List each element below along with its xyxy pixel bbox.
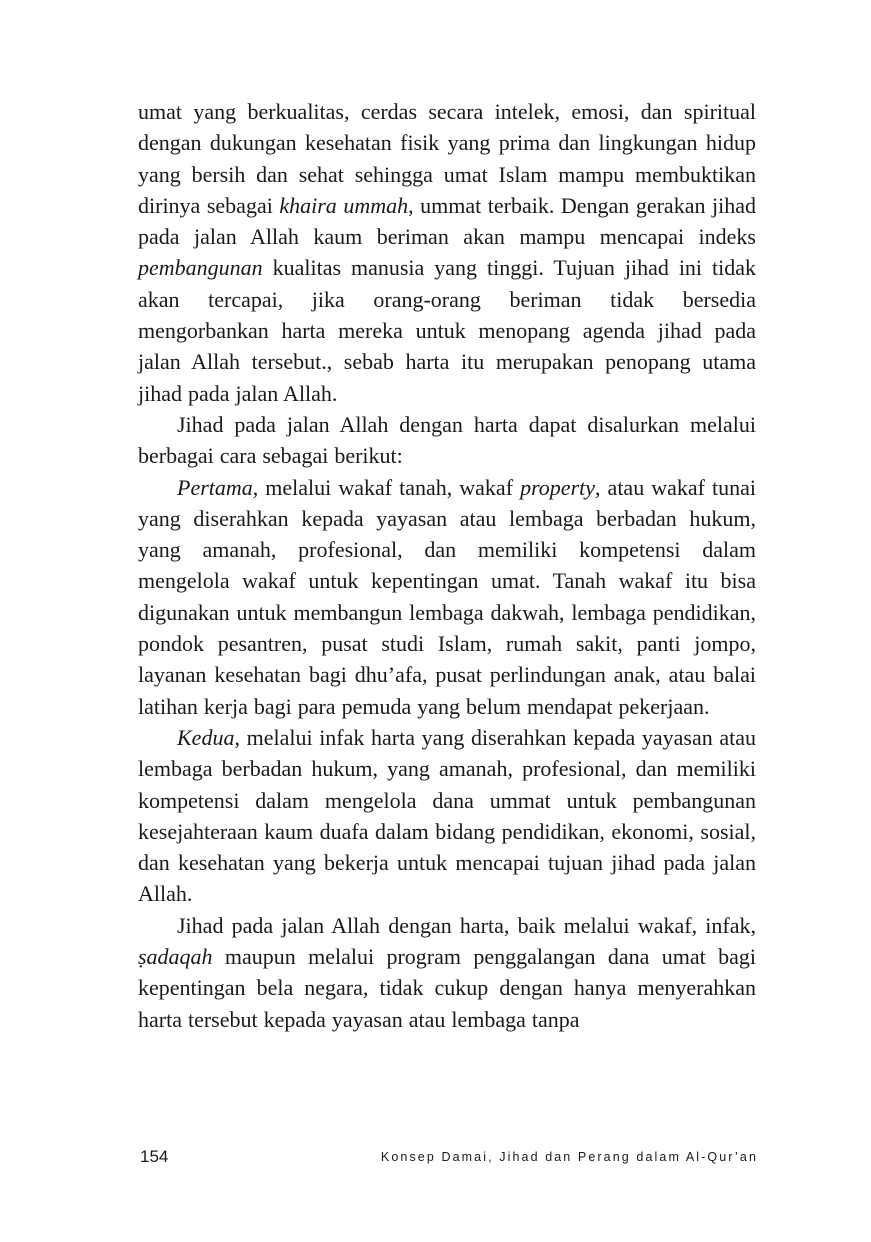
page-body: [138, 96, 756, 1035]
paragraph-text: , atau wakaf tunai yang diserahkan kepada yayasan atau lembaga berbadan hukum, yang amanah, profesional, dan memiliki kompetensi dalam mengelola wakaf untuk kepentingan umat. Tanah wakaf itu bisa digunakan untuk membangun lembaga dakwah, lembaga pendidikan, pondok pesantren, pusat studi Islam, rumah sakit, panti jompo, layanan kesehatan bagi dhu’afa, pusat perlindungan anak, atau balai latihan kerja bagi para pemuda yang belum mendapat pekerjaan.: [138, 474, 757, 719]
italic-term: property: [520, 474, 596, 500]
italic-term: khaira ummah: [279, 192, 409, 218]
paragraph-text: , melalui wakaf tanah, wakaf: [252, 474, 521, 500]
page-footer: [140, 1145, 758, 1169]
paragraph-pertama: [138, 472, 756, 722]
paragraph-text: Jihad pada jalan Allah dengan harta dapat disalurkan melalui berbagai cara sebagai berikut:: [138, 411, 756, 469]
running-title: Konsep Damai, Jihad dan Perang dalam Al-Qur’an: [380, 1150, 758, 1164]
paragraph-intro: [138, 409, 756, 472]
paragraph-kedua: [138, 722, 756, 910]
italic-term: pembangunan: [138, 255, 263, 281]
paragraph-closing: [138, 910, 756, 1035]
paragraph-text: maupun melalui program penggalangan dana umat bagi kepentingan bela negara, tidak cukup dengan hanya menyerahkan harta tersebut kepada yayasan atau lembaga tanpa: [138, 944, 756, 1032]
italic-term: Kedua: [177, 724, 235, 750]
paragraph-text: Jihad pada jalan Allah dengan harta, baik melalui wakaf, infak,: [177, 912, 756, 938]
page-number: 154: [140, 1147, 169, 1166]
italic-term: Pertama: [177, 474, 253, 500]
paragraph-text: umat yang berkualitas, cerdas secara intelek, emosi, dan spiritual dengan dukungan kesehatan fisik yang prima dan lingkungan hidup yang bersih dan sehat sehingga umat Islam mampu membuktikan dirinya sebagai: [138, 99, 756, 218]
paragraph-text: , melalui infak harta yang diserahkan kepada yayasan atau lembaga berbadan hukum, yang amanah, profesional, dan memiliki kompetensi dalam mengelola dana ummat untuk pembangunan kesejahteraan kaum duafa dalam bidang pendidikan, ekonomi, sosial, dan kesehatan yang bekerja untuk mencapai tujuan jihad pada jalan Allah.: [138, 724, 756, 907]
paragraph-text: kualitas manusia yang tinggi. Tujuan jihad ini tidak akan tercapai, jika orang-orang beriman tidak bersedia mengorbankan harta mereka untuk menopang agenda jihad pada jalan Allah tersebut., sebab harta itu merupakan penopang utama jihad pada jalan Allah.: [138, 255, 756, 406]
paragraph-continuation: [138, 96, 756, 409]
paragraph-text: , ummat terbaik. Dengan gerakan jihad pada jalan Allah kaum beriman akan mampu mencapai indeks: [138, 192, 756, 250]
italic-term: ṣadaqah: [138, 944, 213, 970]
